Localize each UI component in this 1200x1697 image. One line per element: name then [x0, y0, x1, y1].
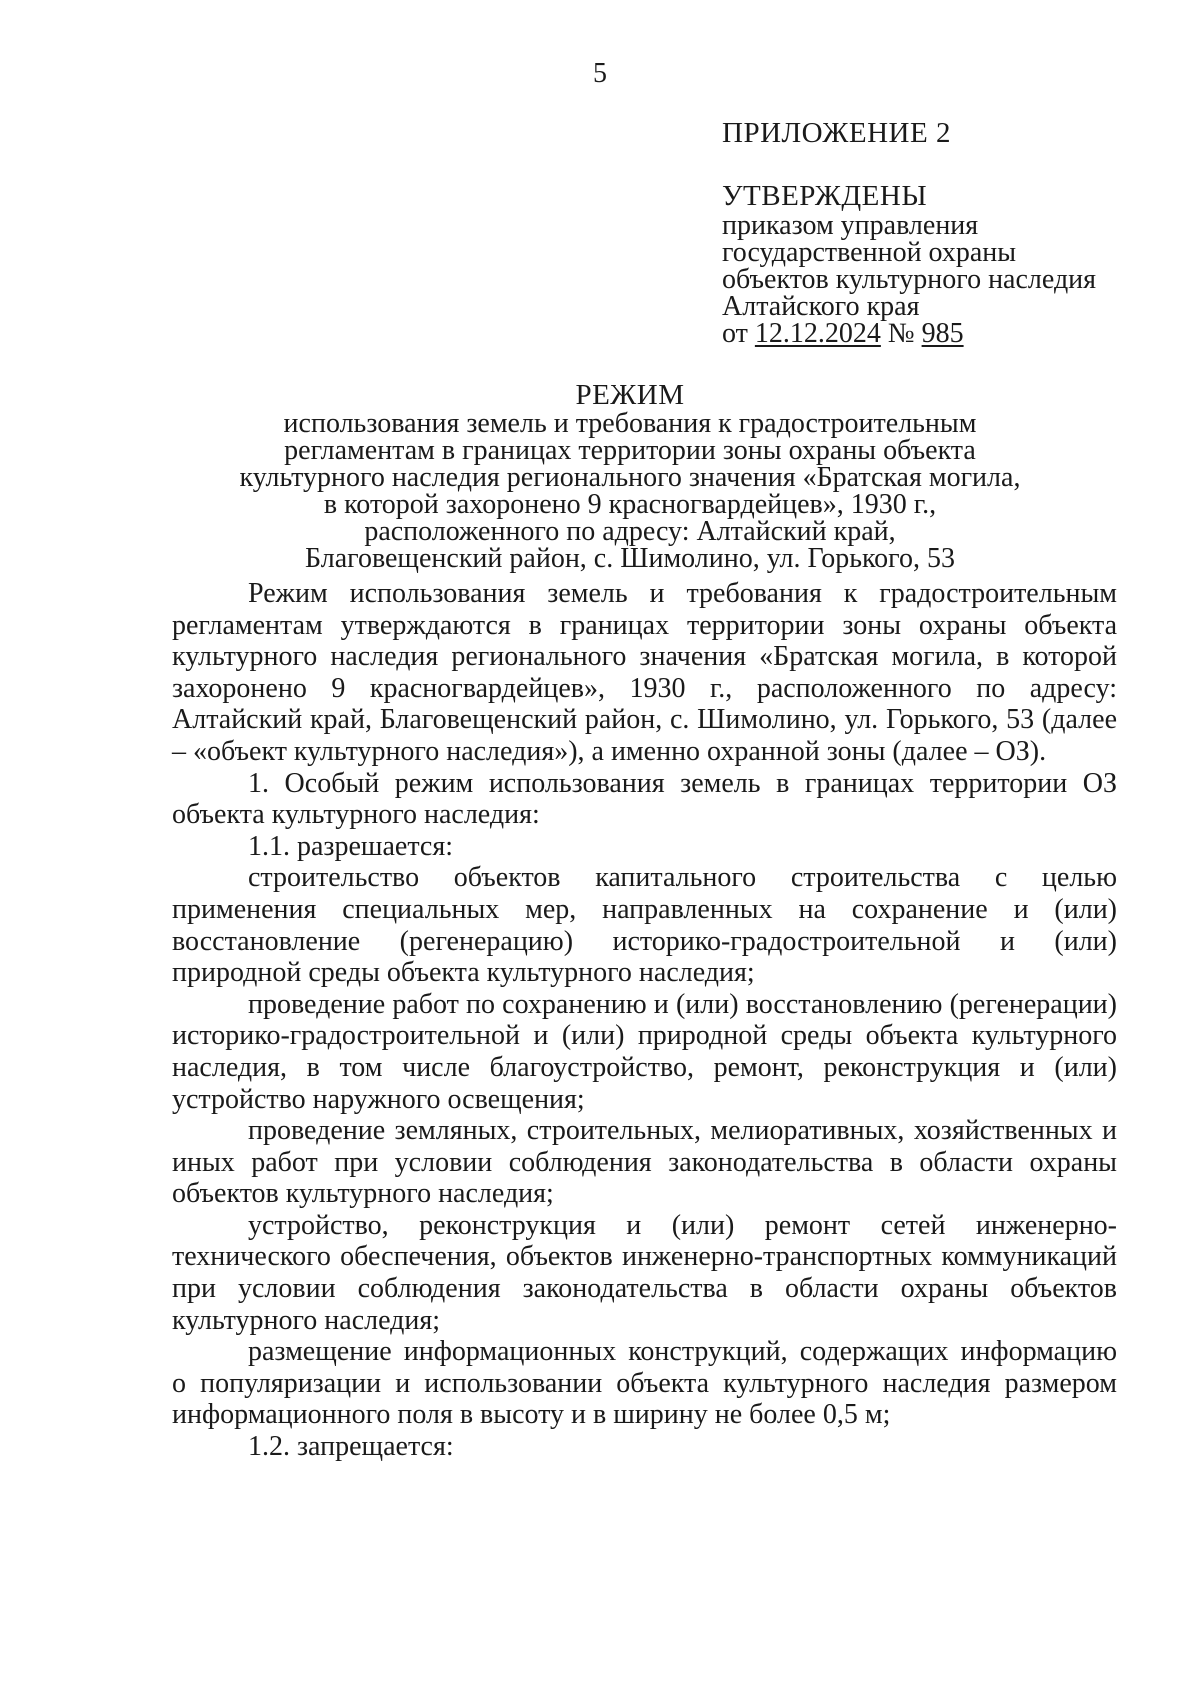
document-title	[200, 379, 1060, 574]
order-date: 12.12.2024	[754, 318, 881, 349]
title-line: регламентам в границах территории зоны охраны объекта	[284, 435, 976, 466]
title-line: культурного наследия регионального значения «Братская могила,	[239, 462, 1021, 493]
item-1-1-heading: 1.1. разрешается:	[248, 830, 453, 862]
approval-line: приказом управления	[722, 210, 979, 241]
number-prefix: №	[887, 318, 915, 349]
approval-line: государственной охраны	[722, 237, 1017, 268]
section-1-heading: 1. Особый режим использования земель в границах территории ОЗ объекта культурного наследия:	[172, 767, 1117, 831]
approval-line: объектов культурного наследия	[722, 264, 1097, 295]
date-prefix: от	[722, 318, 748, 349]
permitted-item: размещение информационных конструкций, содержащих информацию о популяризации и использовании объекта культурного наследия размером информационного поля в высоту и в ширину не более 0,5 м;	[172, 1336, 1117, 1431]
approved-heading: УТВЕРЖДЕНЫ	[722, 180, 928, 212]
appendix-heading: ПРИЛОЖЕНИЕ 2	[722, 117, 951, 149]
item-1-2-heading: 1.2. запрещается:	[248, 1431, 454, 1463]
document-body	[172, 578, 1117, 1463]
permitted-item: проведение работ по сохранению и (или) восстановлению (регенерации) историко-градостроительной и (или) природной среды объекта культурного наследия, в том числе благоустройство, ремонт, реконструкция и (или) устройство наружного освещения;	[172, 988, 1117, 1115]
title-line: использования земель и требования к градостроительным	[283, 408, 977, 439]
permitted-item: строительство объектов капитального строительства с целью применения специальных мер, направленных на сохранение и (или) восстановление (регенерацию) историко-градостроительной и (или) природной среды объекта культурного наследия;	[172, 862, 1117, 989]
page-number: 5	[593, 58, 607, 89]
permitted-item: проведение земляных, строительных, мелиоративных, хозяйственных и иных работ при условии соблюдения законодательства в области охраны объектов культурного наследия;	[172, 1115, 1117, 1210]
title-line: Благовещенский район, с. Шимолино, ул. Горького, 53	[305, 543, 955, 574]
order-number: 985	[921, 318, 964, 349]
approval-block	[722, 117, 1142, 349]
approval-line: Алтайского края	[722, 291, 920, 322]
intro-paragraph: Режим использования земель и требования к градостроительным регламентам утверждаются в границах территории зоны охраны объекта культурного наследия регионального значения «Братская могила, в которой захоронено 9 красногвардейцев», 1930 г., расположенного по адресу: Алтайский край, Благовещенский район, с. Шимолино, ул. Горького, 53 (далее – «объект культурного наследия»), а именно охранной зоны (далее – ОЗ).	[172, 578, 1117, 767]
permitted-item: устройство, реконструкция и (или) ремонт сетей инженерно-технического обеспечения, объектов инженерно-транспортных коммуникаций при условии соблюдения законодательства в области охраны объектов культурного наследия;	[172, 1209, 1117, 1336]
order-date-line	[722, 320, 1142, 347]
title-line: расположенного по адресу: Алтайский край,	[364, 516, 896, 547]
title-line: в которой захоронено 9 красногвардейцев», 1930 г.,	[323, 489, 937, 520]
title-main: РЕЖИМ	[575, 379, 685, 411]
